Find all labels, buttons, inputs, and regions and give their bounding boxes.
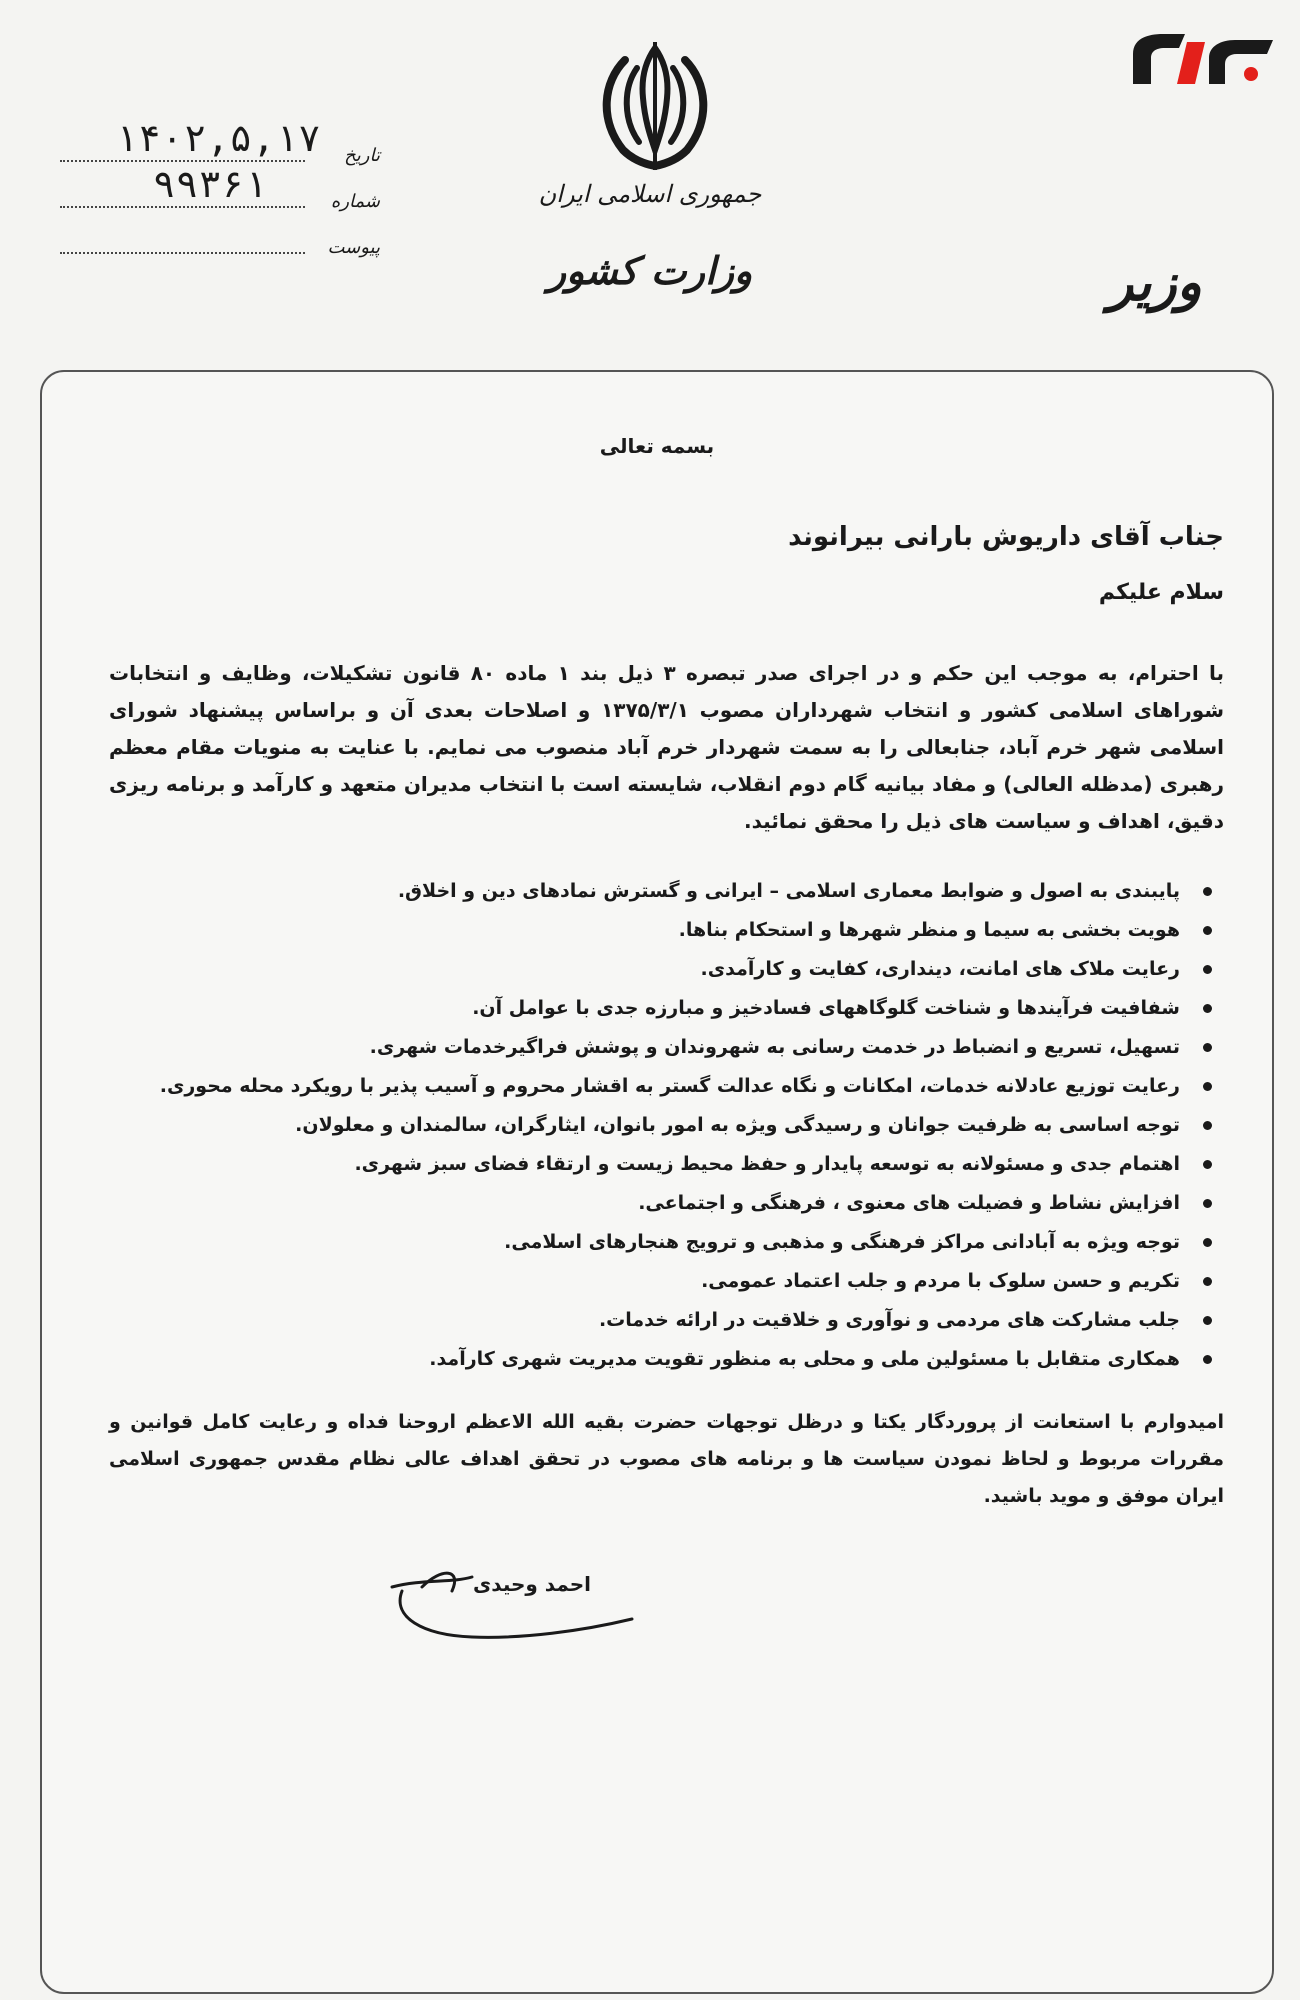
bullet-icon [1203,887,1212,896]
goal-text: رعایت توزیع عادلانه خدمات، امکانات و نگاه عدالت گستر به اقشار محروم و آسیب پذیر با رویکرد محله محوری. [159,1075,1180,1097]
list-item [109,1067,1224,1106]
bullet-icon [1203,1004,1212,1013]
ministry-name: وزارت کشور [547,248,753,293]
goal-text: جلب مشارکت های مردمی و نوآوری و خلاقیت در ارائه خدمات. [598,1309,1180,1331]
country-name: جمهوری اسلامی ایران [538,180,762,208]
position-title: وزیر [1108,252,1202,313]
closing-paragraph: امیدوارم با استعانت از پروردگار یکتا و درظل توجهات حضرت بقیه الله الاعظم اروحنا فداه و رعایت کامل قوانین و مقررات مربوط و لحاظ نمودن سیاست ها و برنامه های مصوب در تحقق اهداف عالی نظام مقدس جمهوری اسلامی ایران موفق و موید باشید. [109,1411,1224,1507]
list-item [109,1028,1224,1067]
invocation: بسمه تعالی [599,434,715,458]
list-item [109,950,1224,989]
bullet-icon [1203,1160,1212,1169]
goal-text: تکریم و حسن سلوک با مردم و جلب اعتماد عمومی. [701,1270,1180,1292]
attachment-line [60,252,305,254]
letter-body: با احترام، به موجب این حکم و در اجرای صدر تبصره ۳ ذیل بند ۱ ماده ۸۰ قانون تشکیلات، وظایف و انتخابات شوراهای اسلامی کشور و انتخاب شهرداران مصوب ۱۳۷۵/۳/۱ و اصلاحات بعدی آن و براساس پیشنهاد شورای اسلامی شهر خرم آباد، جنابعالی را به سمت شهردار خرم آباد منصوب می نمایم. با عنایت به منویات مقام معظم رهبری (مدظله العالی) و مفاد بیانیه گام دوم انقلاب، شایسته است با انتخاب مدیران متعهد و کارآمد و برنامه ریزی دقیق، اهداف و سیاست های ذیل را محقق نمائید. [109,661,1225,833]
letter-frame [40,370,1274,1994]
goal-text: تسهیل، تسریع و انضباط در خدمت رسانی به شهروندان و پوشش فراگیرخدمات شهری. [369,1036,1180,1058]
goal-text: رعایت ملاک های امانت، دینداری، کفایت و کارآمدی. [700,958,1180,980]
number-label: شماره [330,191,380,212]
bullet-icon [1203,1316,1212,1325]
list-item [109,1262,1224,1301]
goal-text: همکاری متقابل با مسئولین ملی و محلی به منظور تقویت مدیریت شهری کارآمد. [429,1348,1180,1370]
bullet-icon [1203,1043,1212,1052]
list-item [109,1106,1224,1145]
list-item [109,989,1224,1028]
number-row [60,162,380,216]
iran-emblem-icon [585,38,725,178]
attachment-label: پیوست [327,237,380,258]
attachment-row [60,212,380,262]
bullet-icon [1203,1355,1212,1364]
bullet-icon [1203,965,1212,974]
bullet-icon [1203,1238,1212,1247]
bullet-icon [1203,926,1212,935]
list-item [109,1223,1224,1262]
bullet-icon [1203,1199,1212,1208]
list-item [109,872,1224,911]
goal-text: افزایش نشاط و فضیلت های معنوی ، فرهنگی و اجتماعی. [638,1192,1180,1214]
letter-meta [60,116,380,300]
signatory-name: احمد وحیدی [472,1572,592,1596]
list-item [109,1145,1224,1184]
date-label: تاریخ [344,145,380,166]
goal-text: اهتمام جدی و مسئولانه به توسعه پایدار و حفظ محیط زیست و ارتقاء فضای سبز شهری. [354,1153,1180,1175]
number-value: ۹۹۳۶۱ [152,162,268,206]
goal-text: توجه ویژه به آبادانی مراکز فرهنگی و مذهبی و ترویج هنجارهای اسلامی. [504,1231,1180,1253]
handwritten-signature-icon [382,1557,642,1657]
goals-list [109,872,1224,1379]
goal-text: توجه اساسی به ظرفیت جوانان و رسیدگی ویژه به امور بانوان، ایثارگران، سالمندان و معلولان. [295,1114,1180,1136]
date-value: ۱۴۰۲,۵,۱۷ [115,116,321,160]
goal-text: شفافیت فرآیندها و شناخت گلوگاههای فسادخیز و مبارزه جدی با عوامل آن. [472,997,1180,1019]
bullet-icon [1203,1082,1212,1091]
list-item [109,1301,1224,1340]
greeting: سلام علیکم [1098,580,1224,605]
goal-text: هویت بخشی به سیما و منظر شهرها و استحکام بناها. [678,919,1180,941]
list-item [109,1340,1224,1379]
number-line [60,206,305,208]
recipient-salutation: جناب آقای داریوش بارانی بیرانوند [788,522,1224,552]
rokna-logo-icon [1125,22,1280,92]
goal-text: پایبندی به اصول و ضوابط معماری اسلامی – ایرانی و گسترش نمادهای دین و اخلاق. [397,880,1180,902]
bullet-icon [1203,1121,1212,1130]
list-item [109,1184,1224,1223]
bullet-icon [1203,1277,1212,1286]
list-item [109,911,1224,950]
